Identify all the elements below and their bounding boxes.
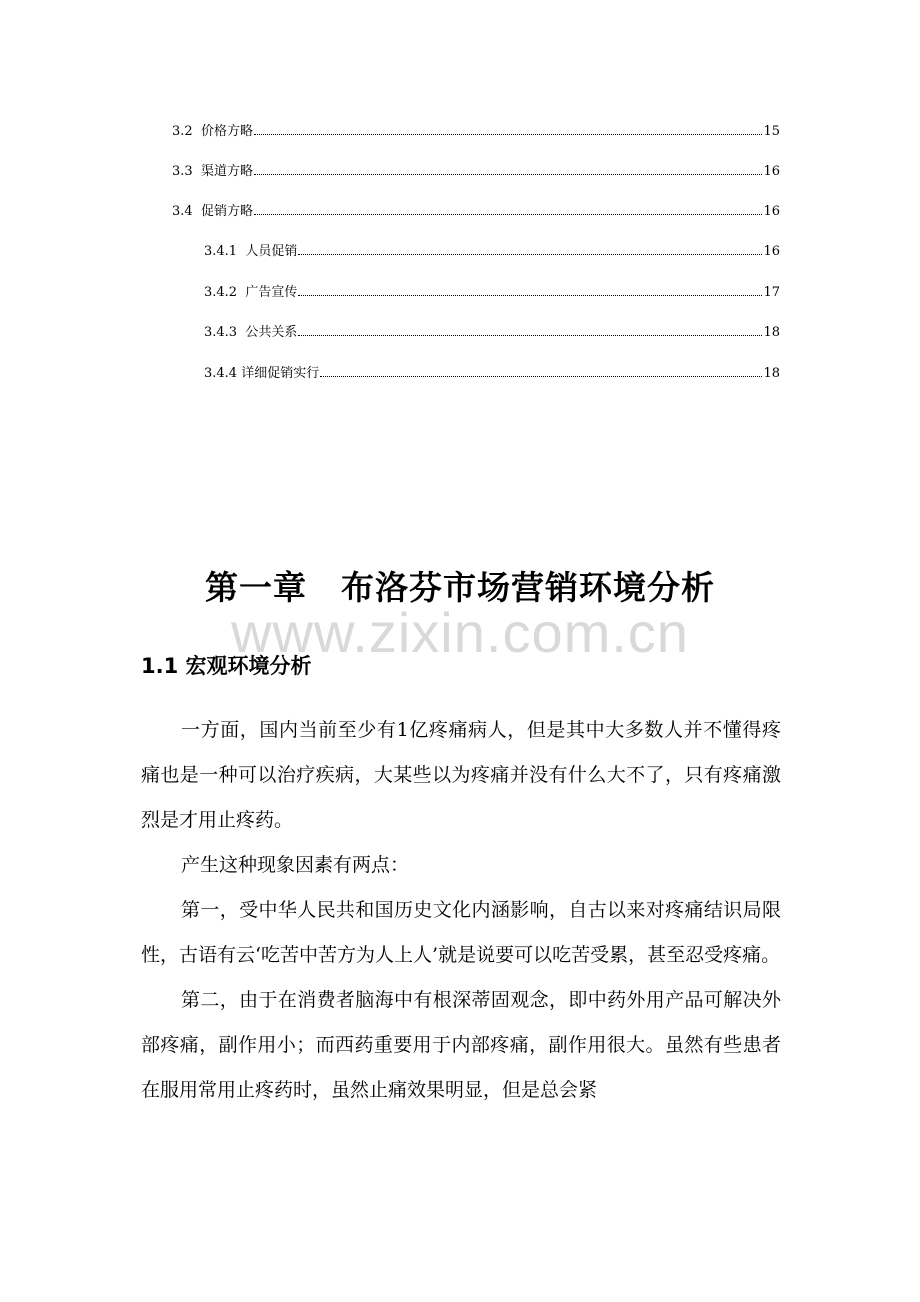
body-paragraph: 一方面，国内当前至少有1亿疼痛病人，但是其中大多数人并不懂得疼痛也是一种可以治疗疾病，大某些以为疼痛并没有什么大不了，只有疼痛激烈是才用止疼药。: [141, 719, 781, 831]
toc-entry-label: 3.2 价格方略: [172, 124, 253, 139]
toc-entry[interactable]: [204, 324, 780, 342]
toc-entry-page: 18: [763, 366, 780, 381]
toc-leader-dots: [254, 213, 763, 215]
body-paragraph: 第一，受中华人民共和国历史文化内涵影响，自古以来对疼痛结识局限性，古语有云‘吃苦中苦方为人上人’就是说要可以吃苦受累，甚至忍受疼痛。: [141, 899, 781, 966]
toc-entry-label: 3.4 促销方略: [172, 204, 253, 219]
toc-entry-label: 3.4.1 人员促销: [204, 244, 298, 259]
toc-entry[interactable]: [172, 163, 780, 181]
toc-entry-label: 3.4.4 详细促销实行: [204, 366, 320, 381]
section-heading: 1.1 宏观环境分析: [141, 654, 312, 678]
toc-entry-page: 18: [763, 325, 780, 340]
toc-entry-label: 3.4.3 公共关系: [204, 325, 298, 340]
body-paragraph: 产生这种现象因素有两点：: [181, 854, 410, 876]
toc-entry-page: 17: [763, 285, 780, 300]
toc-entry-page: 15: [763, 124, 780, 139]
toc-entry[interactable]: [204, 365, 780, 383]
body-text: [141, 708, 781, 1113]
toc-leader-dots: [254, 133, 763, 135]
toc-leader-dots: [298, 334, 762, 336]
toc-entry[interactable]: [172, 203, 780, 221]
toc-leader-dots: [298, 253, 762, 255]
body-paragraph: 第二，由于在消费者脑海中有根深蒂固观念，即中药外用产品可解决外部疼痛，副作用小；而西药重要用于内部疼痛，副作用很大。虽然有些患者在服用常用止疼药时，虽然止痛效果明显，但是总会紧: [141, 989, 781, 1101]
toc-entry-page: 16: [763, 164, 780, 179]
toc-entry-page: 16: [763, 244, 780, 259]
toc-leader-dots: [320, 375, 762, 377]
toc-entry-page: 16: [763, 204, 780, 219]
toc-entry[interactable]: [204, 243, 780, 261]
toc-entry-label: 3.3 渠道方略: [172, 164, 253, 179]
toc-entry[interactable]: [204, 284, 780, 302]
toc-leader-dots: [298, 294, 762, 296]
toc-entry[interactable]: [172, 123, 780, 141]
toc-entry-label: 3.4.2 广告宣传: [204, 285, 298, 300]
chapter-title: 第一章 布洛芬市场营销环境分析: [205, 568, 715, 607]
watermark: www.zixin.com.cn: [231, 601, 689, 664]
toc-leader-dots: [254, 173, 763, 175]
